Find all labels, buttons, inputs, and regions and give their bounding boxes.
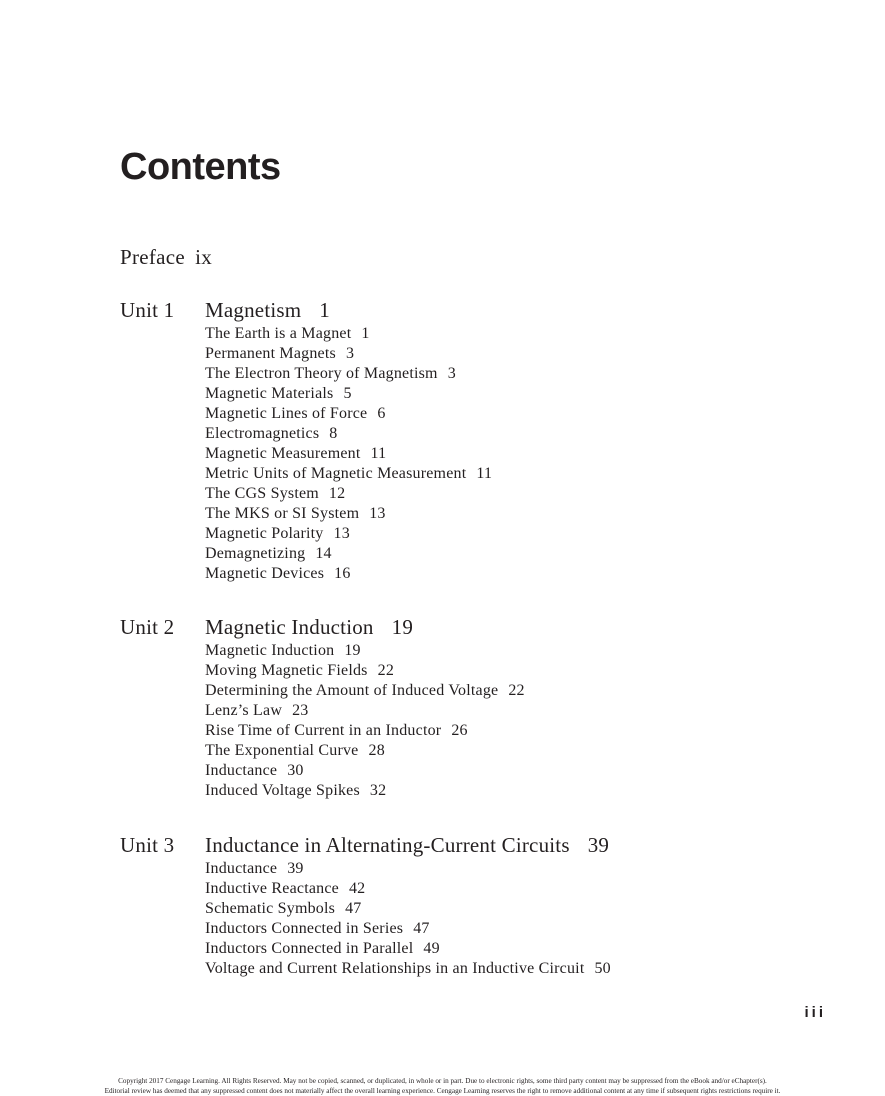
unit-title: Magnetism 1: [205, 298, 330, 322]
toc-entry[interactable]: The CGS System 12: [205, 485, 346, 502]
entry-page-number: 22: [377, 662, 395, 679]
toc-entry[interactable]: Magnetic Polarity 13: [205, 525, 350, 542]
toc-entry[interactable]: Inductors Connected in Series 47: [205, 920, 430, 937]
toc-entry[interactable]: Inductive Reactance 42: [205, 880, 366, 897]
unit-title: Magnetic Induction 19: [205, 615, 414, 639]
toc-entry[interactable]: Magnetic Devices 16: [205, 565, 351, 582]
entry-page-number: 47: [345, 900, 362, 917]
toc-entry[interactable]: Inductance 39: [205, 860, 304, 877]
copyright-notice: [0, 1076, 885, 1096]
entry-page-number: 13: [333, 525, 350, 542]
toc-entry[interactable]: The MKS or SI System 13: [205, 505, 386, 522]
toc-entry[interactable]: Metric Units of Magnetic Measurement 11: [205, 465, 493, 482]
unit-entries: [120, 641, 525, 801]
unit-label: Unit 1: [120, 298, 175, 322]
entry-page-number: 39: [287, 860, 304, 877]
unit-page-number: 39: [587, 833, 610, 857]
entry-page-number: 42: [348, 880, 366, 897]
entry-page-number: 50: [594, 960, 611, 977]
entry-page-number: 6: [377, 405, 386, 422]
toc-preface[interactable]: [120, 245, 212, 270]
unit-heading[interactable]: [120, 298, 492, 324]
toc-entry[interactable]: The Electron Theory of Magnetism 3: [205, 365, 456, 382]
entry-page-number: 19: [344, 642, 361, 659]
toc-entry[interactable]: The Earth is a Magnet 1: [205, 325, 370, 342]
preface-page-number: ix: [195, 245, 212, 269]
toc-entry[interactable]: Permanent Magnets 3: [205, 345, 355, 362]
entry-page-number: 8: [329, 425, 338, 442]
entry-page-number: 28: [368, 742, 385, 759]
entry-page-number: 5: [343, 385, 352, 402]
toc-unit-1: [120, 298, 492, 584]
entry-page-number: 3: [345, 345, 355, 362]
toc-entry[interactable]: Rise Time of Current in an Inductor 26: [205, 722, 468, 739]
entry-page-number: 49: [423, 940, 440, 957]
toc-entry[interactable]: Magnetic Lines of Force 6: [205, 405, 386, 422]
toc-unit-3: [120, 833, 611, 979]
page-number-folio: iii: [804, 1004, 826, 1021]
toc-entry[interactable]: Magnetic Materials 5: [205, 385, 352, 402]
entry-page-number: 1: [361, 325, 370, 342]
toc-entry[interactable]: Electromagnetics 8: [205, 425, 338, 442]
entry-page-number: 32: [369, 782, 387, 799]
unit-entries: [120, 859, 611, 979]
entry-page-number: 47: [413, 920, 430, 937]
entry-page-number: 12: [328, 485, 346, 502]
unit-page-number: 1: [319, 298, 330, 322]
toc-entry[interactable]: Schematic Symbols 47: [205, 900, 362, 917]
unit-title: Inductance in Alternating-Current Circuits 39: [205, 833, 610, 857]
toc-entry[interactable]: Inductors Connected in Parallel 49: [205, 940, 440, 957]
toc-entry[interactable]: Magnetic Induction 19: [205, 642, 361, 659]
unit-heading[interactable]: [120, 615, 525, 641]
unit-heading[interactable]: [120, 833, 611, 859]
unit-entries: [120, 324, 492, 584]
toc-entry[interactable]: Inductance 30: [205, 762, 304, 779]
toc-entry[interactable]: Lenz’s Law 23: [205, 702, 309, 719]
toc-entry[interactable]: The Exponential Curve 28: [205, 742, 385, 759]
entry-page-number: 22: [508, 682, 525, 699]
copyright-line: Editorial review has deemed that any suppressed content does not materially affect the overall learning experience. Cengage Learning reserves the right to remove additional content at any time if subsequent rights restrictions require it.: [104, 1087, 781, 1095]
entry-page-number: 11: [476, 465, 493, 482]
entry-page-number: 14: [315, 545, 332, 562]
toc-unit-2: [120, 615, 525, 801]
preface-label: Preface: [120, 245, 186, 269]
entry-page-number: 13: [369, 505, 386, 522]
toc-entry[interactable]: Determining the Amount of Induced Voltage 22: [205, 682, 525, 699]
unit-label: Unit 3: [120, 833, 175, 857]
unit-page-number: 19: [391, 615, 414, 639]
toc-entry[interactable]: Magnetic Measurement 11: [205, 445, 387, 462]
toc-entry[interactable]: Moving Magnetic Fields 22: [205, 662, 395, 679]
entry-page-number: 26: [451, 722, 468, 739]
toc-entry[interactable]: Induced Voltage Spikes 32: [205, 782, 387, 799]
toc-entry[interactable]: Demagnetizing 14: [205, 545, 332, 562]
copyright-line: Copyright 2017 Cengage Learning. All Rights Reserved. May not be copied, scanned, or duplicated, in whole or in part. Due to electronic rights, some third party content may be suppressed from the eBook and/or eChapter(s).: [118, 1077, 767, 1085]
entry-page-number: 11: [370, 445, 387, 462]
toc-entry[interactable]: Voltage and Current Relationships in an Inductive Circuit 50: [205, 960, 611, 977]
page-title: Contents: [120, 146, 281, 188]
entry-page-number: 23: [292, 702, 309, 719]
unit-label: Unit 2: [120, 615, 175, 639]
entry-page-number: 3: [447, 365, 456, 382]
entry-page-number: 30: [287, 762, 304, 779]
entry-page-number: 16: [334, 565, 351, 582]
